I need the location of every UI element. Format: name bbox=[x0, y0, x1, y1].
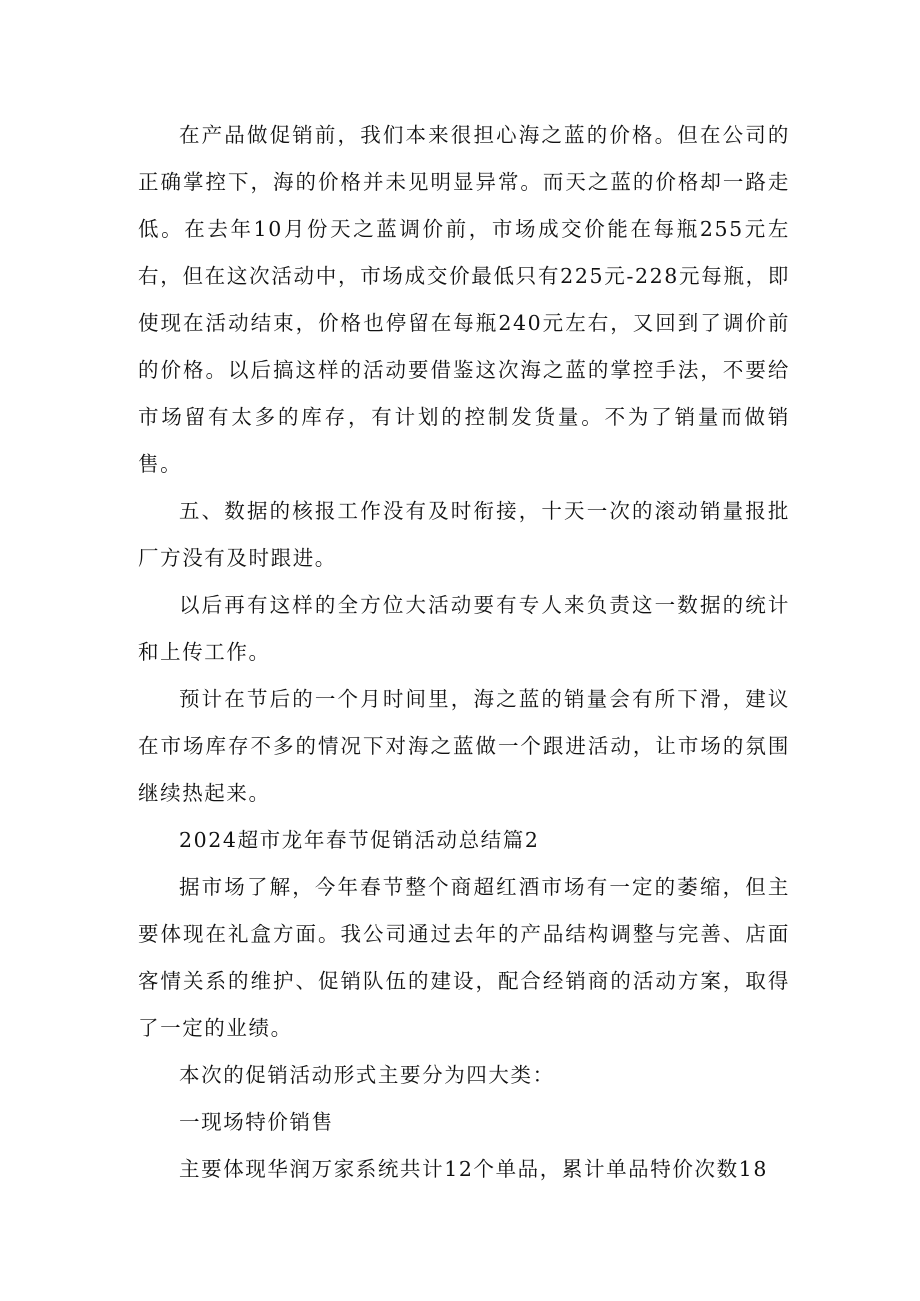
document-page bbox=[138, 112, 790, 1193]
paragraph-market-overview: 据市场了解，今年春节整个商超红酒市场有一定的萎缩，但主要体现在礼盒方面。我公司通过去年的产品结构调整与完善、店面客情关系的维护、促销队伍的建设，配合经销商的活动方案，取得了一定的业绩。 bbox=[138, 875, 790, 1040]
paragraph-onsite-special-price: 一现场特价销售 bbox=[179, 1110, 334, 1134]
paragraph-price-control: 在产品做促销前，我们本来很担心海之蓝的价格。但在公司的正确掌控下，海的价格并未见明显异常。而天之蓝的价格却一路走低。在去年10月份天之蓝调价前，市场成交价能在每瓶255元左右，但在这次活动中，市场成交价最低只有225元-228元每瓶，即使现在活动结束，价格也停留在每瓶240元左右，又回到了调价前的价格。以后搞这样的活动要借鉴这次海之蓝的掌控手法，不要给市场留有太多的库存，有计划的控制发货量。不为了销量而做销售。 bbox=[138, 123, 790, 476]
paragraph-data-reporting: 五、数据的核报工作没有及时衔接，十天一次的滚动销量报批厂方没有及时跟进。 bbox=[138, 499, 790, 570]
paragraph-promotion-types: 本次的促销活动形式主要分为四大类： bbox=[179, 1063, 555, 1087]
paragraph-crv-items: 主要体现华润万家系统共计12个单品，累计单品特价次数18 bbox=[179, 1157, 768, 1181]
paragraph-forecast: 预计在节后的一个月时间里，海之蓝的销量会有所下滑，建议在市场库存不多的情况下对海之蓝做一个跟进活动，让市场的氛围继续热起来。 bbox=[138, 687, 790, 805]
section-heading: 2024超市龙年春节促销活动总结篇2 bbox=[179, 828, 540, 852]
paragraph-data-owner: 以后再有这样的全方位大活动要有专人来负责这一数据的统计和上传工作。 bbox=[138, 593, 790, 664]
